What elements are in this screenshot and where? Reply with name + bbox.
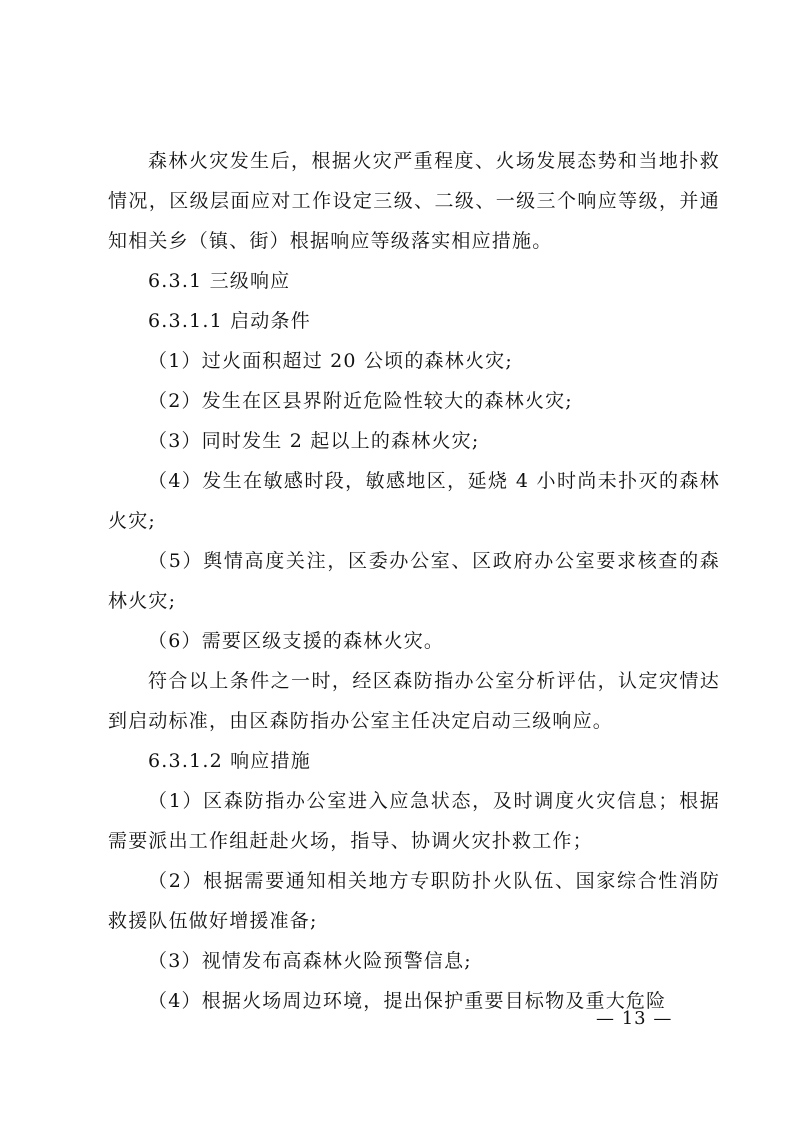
condition-item-1: （1）过火面积超过 20 公顷的森林火灾; <box>148 350 513 372</box>
condition-item-6: （6）需要区级支援的森林火灾。 <box>148 630 445 652</box>
measure-item-4: （4）根据火场周边环境，提出保护重要目标物及重大危险 <box>148 990 667 1012</box>
condition-item-4: （4）发生在敏感时段，敏感地区，延烧 4 小时尚未扑灭的森林火灾; <box>108 470 720 532</box>
body-text <box>108 141 720 1021</box>
condition-item-5: （5）舆情高度关注，区委办公室、区政府办公室要求核查的森林火灾; <box>108 550 720 612</box>
intro-paragraph: 森林火灾发生后，根据火灾严重程度、火场发展态势和当地扑救情况，区级层面应对工作设定三级、二级、一级三个响应等级，并通知相关乡（镇、街）根据响应等级落实相应措施。 <box>108 150 720 252</box>
measure-item-1: （1）区森防指办公室进入应急状态，及时调度火灾信息；根据需要派出工作组赶赴火场，指导、协调火灾扑救工作； <box>108 790 720 852</box>
measure-item-3: （3）视情发布高森林火险预警信息; <box>148 950 472 972</box>
condition-item-2: （2）发生在区县界附近危险性较大的森林火灾; <box>148 390 573 412</box>
section-heading-6-3-1-2: 6.3.1.2 响应措施 <box>148 750 311 772</box>
page-number: — 13 — <box>596 1008 673 1029</box>
condition-item-3: （3）同时发生 2 起以上的森林火灾; <box>148 430 480 452</box>
section-heading-6-3-1-1: 6.3.1.1 启动条件 <box>148 310 311 332</box>
activation-paragraph: 符合以上条件之一时，经区森防指办公室分析评估，认定灾情达到启动标准，由区森防指办公室主任决定启动三级响应。 <box>108 670 720 732</box>
section-heading-6-3-1: 6.3.1 三级响应 <box>148 270 291 292</box>
measure-item-2: （2）根据需要通知相关地方专职防扑火队伍、国家综合性消防救援队伍做好增援准备; <box>108 870 720 932</box>
